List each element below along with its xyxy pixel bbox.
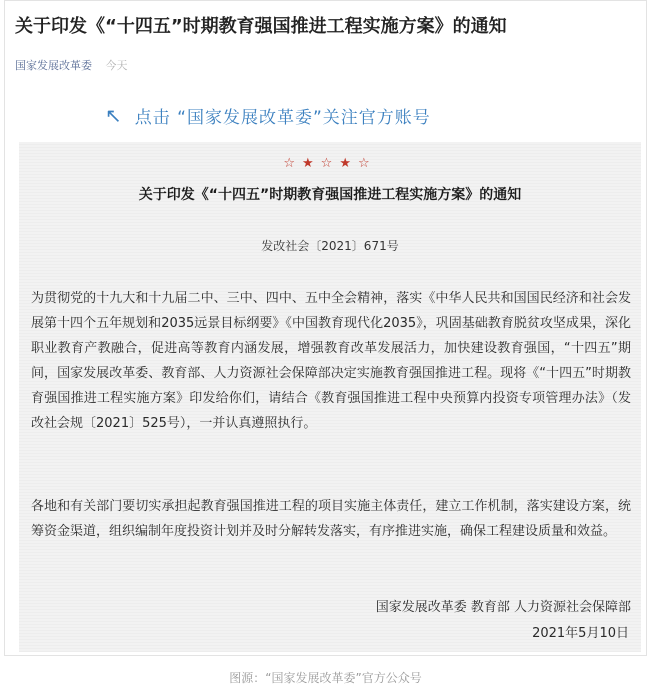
document-heading: 关于印发《“十四五”时期教育强国推进工程实施方案》的通知 (138, 187, 522, 203)
article-meta (15, 58, 128, 74)
document-date: 2021年5月10日 (532, 626, 629, 641)
account-name-link[interactable]: 国家发展改革委 (15, 59, 92, 72)
arrow-up-left-icon: ↑ (99, 101, 129, 131)
document-signers: 国家发展改革委 教育部 人力资源社会保障部 (375, 600, 631, 615)
follow-account-text: 点击 “国家发展改革委”关注官方账号 (134, 108, 431, 128)
image-caption: 图源：“国家发展改革委”官方公众号 (229, 671, 422, 685)
document-paragraph-1: 为贯彻党的十九大和十九届二中、三中、四中、五中全会精神，落实《中华人民共和国国民经济和社会发展第十四个五年规划和2035远景目标纲要》《中国教育现代化2035》，巩固基础教育脱贫攻坚成果，深化职业教育产教融合，促进高等教育内涵发展，增强教育改革发展活力，加快建设教育强国，“十四五”期间，国家发展改革委、教育部、人力资源社会保障部决定实施教育强国推进工程。现将《“十四五”时期教育强国推进工程实施方案》印发给你们，请结合《教育强国推进工程中央预算内投资专项管理办法》（发改社会规〔2021〕525号），一并认真遵照执行。 (31, 291, 631, 431)
follow-account-banner[interactable] (99, 101, 431, 131)
document-paragraph-2: 各地和有关部门要切实承担起教育强国推进工程的项目实施主体责任，建立工作机制，落实建设方案，统筹资金渠道，组织编制年度投资计划并及时分解转发落实，有序推进实施，确保工程建设质量和效益。 (31, 499, 631, 539)
document-image (19, 142, 641, 652)
article-title: 关于印发《“十四五”时期教育强国推进工程实施方案》的通知 (15, 16, 507, 37)
star-row: ☆★☆★☆ (283, 156, 377, 171)
document-number: 发改社会〔2021〕671号 (261, 239, 399, 253)
article-frame (4, 0, 647, 656)
publish-time: 今天 (105, 59, 128, 72)
